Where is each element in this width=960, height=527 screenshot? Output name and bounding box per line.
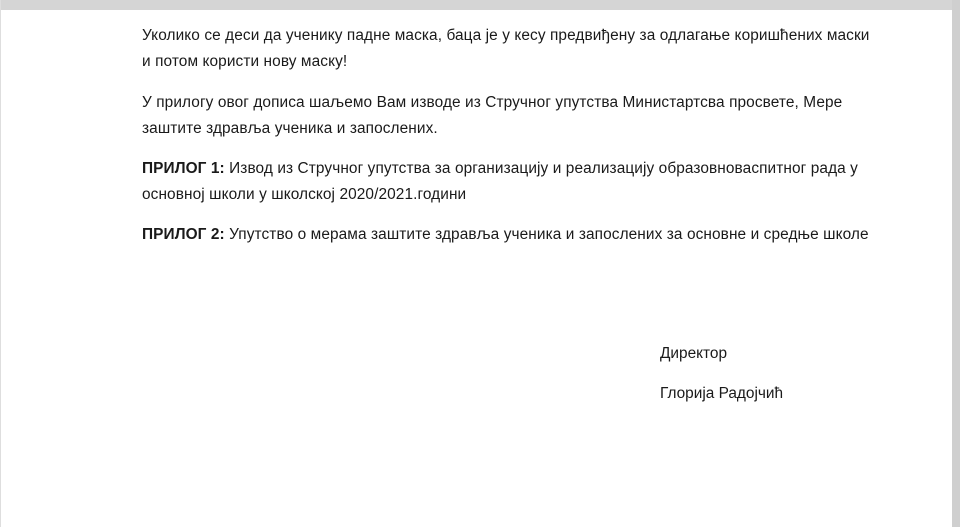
attachment-1-text: Извод из Стручног упутства за организацију и реализацију образовноваспитног рада у основној школи у школској 2020/2021.години (142, 160, 858, 203)
attachment-1-paragraph (142, 156, 882, 208)
paragraph-attachments-intro: У прилогу овог дописа шаљемо Вам изводе из Стручног упутства Министартсва просвете, Мере заштите здравља ученика и запослених. (142, 94, 843, 137)
document-page (1, 10, 952, 527)
signature-name: Глорија Радојчић (660, 385, 784, 402)
signature-title: Директор (660, 345, 728, 362)
window-right-border (952, 0, 960, 527)
attachment-2-label: ПРИЛОГ 2: (142, 226, 225, 243)
window-top-border (0, 0, 960, 10)
attachment-1-label: ПРИЛОГ 1: (142, 160, 225, 177)
attachment-2-paragraph (142, 222, 882, 248)
paragraph-mask-instruction: Уколико се деси да ученику падне маска, баца је у кесу предвиђену за одлагање коришћених маски и потом користи нову маску! (142, 27, 870, 70)
attachment-2-text: Упутство о мерама заштите здравља ученика и запослених за основне и средње школе (224, 226, 869, 243)
